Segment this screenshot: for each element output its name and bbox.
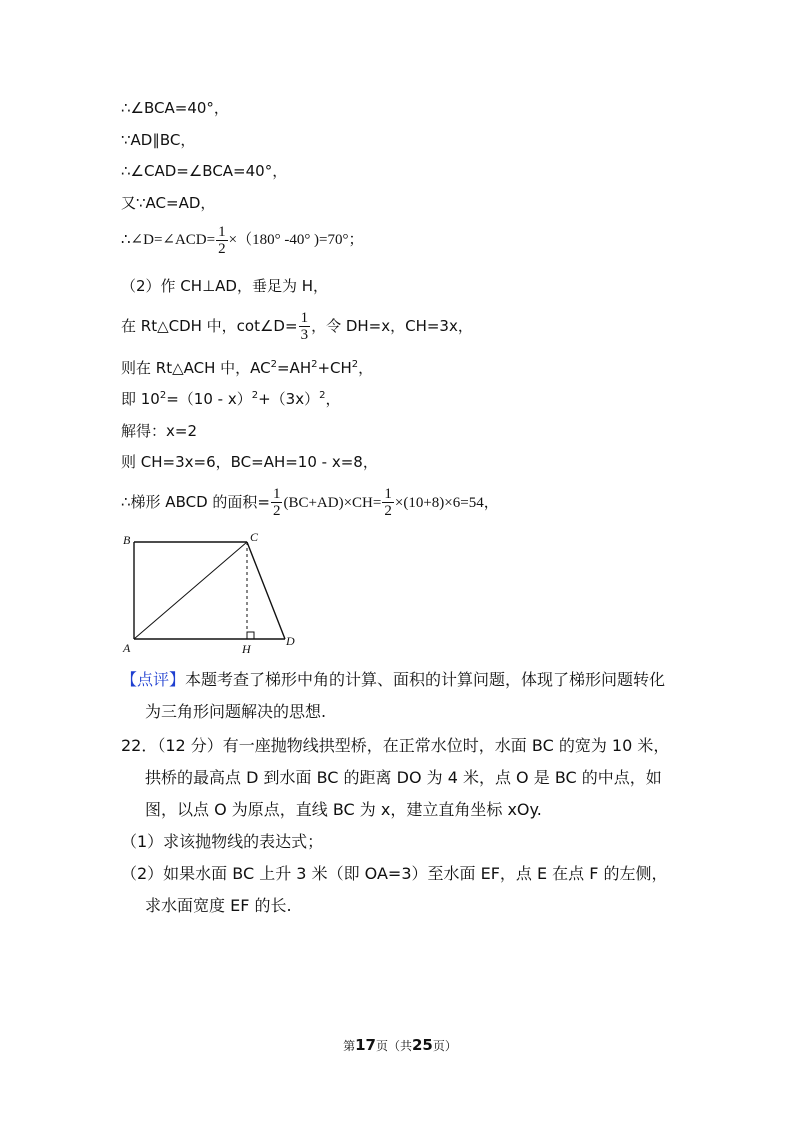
expr-text: (BC+AD)×CH= [283,495,382,511]
page-total: 25 [412,1036,433,1054]
trapezoid-figure [118,528,308,653]
fraction: $\frac{1}{2}$ [272,486,281,519]
expr-text: ，令 DH=x，CH=3x， [311,317,473,335]
segment-cd [247,542,285,639]
comment-block [121,664,681,728]
label-b: B [123,533,131,547]
label-c: C [250,530,259,544]
segment-ac [134,542,247,639]
expr-text: ∴梯形 ABCD 的面积= [121,493,270,511]
page-number: 17 [355,1036,376,1054]
solution-line-6: （2）作 CH⊥AD，垂足为 H， [121,277,328,295]
expr-text: ∴∠D=∠ACD= [121,231,216,248]
expr-text: ×（180° -40° )=70°； [228,231,364,248]
solution-line-11: 则 CH=3x=6，BC=AH=10 - x=8， [121,453,378,471]
fraction: $\frac{1}{2}$ [384,486,392,519]
comment-tag: 【点评】 [121,670,186,689]
expr-text: ×(10+8)×6=54， [394,495,499,511]
right-angle-mark [247,632,254,639]
question-1: （1）求该抛物线的表达式； [121,832,324,851]
solution-line-12 [121,486,499,519]
page-footer: 第17页（共25页） [343,1036,457,1054]
fraction: $\frac{1}{2}$ [218,224,226,257]
fraction: $\frac{1}{3}$ [300,310,309,343]
expr-text: 在 Rt△CDH 中，cot∠D= [121,317,298,335]
solution-line-5 [121,224,364,257]
solution-line-9: 即 $10^2=(10 - x)^2+(3x)^2$， [121,390,341,408]
solution-line-1: ∴∠BCA=40°， [121,99,229,117]
label-h: H [242,642,251,653]
comment-text: 本题考查了梯形中角的计算、面积的计算问题，体现了梯形问题转化为三角形问题解决的思想. [145,670,666,721]
problem-22 [121,730,681,922]
problem-stem: 22．（12 分）有一座抛物线拱型桥，在正常水位时，水面 BC 的宽为 10 米，拱桥的最高点 D 到水面 BC 的距离 DO 为 4 米，点 O 是 BC 的中点，如图，以点 O 为原点，直线 BC 为 x，建立直角坐标 xOy. [121,736,670,819]
label-a: A [123,641,131,653]
question-2: （2）如果水面 BC 上升 3 米（即 OA=3）至水面 EF，点 E 在点 F 的左侧，求水面宽度 EF 的长. [121,864,668,915]
solution-line-3: ∴∠CAD=∠BCA=40°， [121,162,288,180]
solution-line-7 [121,310,473,343]
solution-line-8: 则在 Rt△ACH 中，$AC^2=AH^2+CH^2$， [121,359,374,377]
label-d: D [286,634,295,648]
solution-line-10: 解得：x=2 [121,422,197,440]
solution-line-2: ∵AD∥BC， [121,131,196,149]
solution-line-4: 又∵AC=AD， [121,194,216,212]
